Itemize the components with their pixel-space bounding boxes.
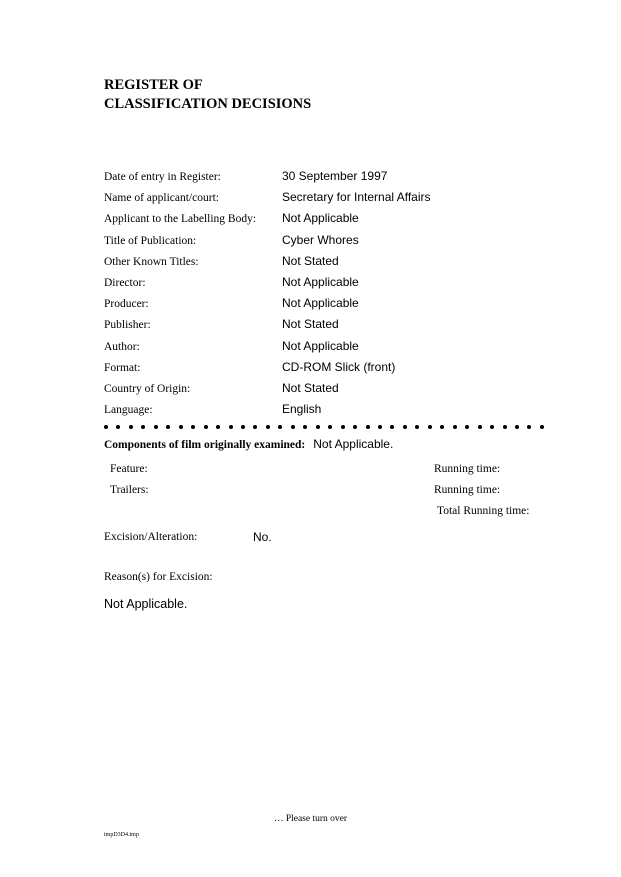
dotted-separator <box>104 421 544 433</box>
separator-dot <box>353 425 357 429</box>
register-field-row <box>104 169 564 190</box>
separator-dot <box>341 425 345 429</box>
feature-label: Feature: <box>110 463 148 475</box>
separator-dot <box>266 425 270 429</box>
components-row <box>104 435 393 453</box>
separator-dot <box>154 425 158 429</box>
separator-dot <box>453 425 457 429</box>
field-label: Format: <box>104 361 141 374</box>
separator-dot <box>104 425 108 429</box>
reasons-label: Reason(s) for Excision: <box>104 571 213 583</box>
trailers-label: Trailers: <box>110 484 149 496</box>
field-value: English <box>282 402 322 417</box>
register-field-row <box>104 317 564 338</box>
field-label: Date of entry in Register: <box>104 171 221 183</box>
separator-dot <box>503 425 507 429</box>
separator-dot <box>415 425 419 429</box>
field-value: CD-ROM Slick (front) <box>282 359 396 374</box>
field-label: Name of applicant/court: <box>104 192 219 205</box>
file-name: tmpD3D4.tmp <box>104 832 139 838</box>
separator-dot <box>129 425 133 429</box>
register-field-row <box>104 190 564 211</box>
separator-dot <box>428 425 432 429</box>
separator-dot <box>303 425 307 429</box>
separator-dot <box>440 425 444 429</box>
separator-dot <box>316 425 320 429</box>
register-field-row <box>104 339 564 360</box>
separator-dot <box>204 425 208 429</box>
field-label: Publisher: <box>104 319 151 332</box>
title-line-1: REGISTER OF <box>104 77 203 93</box>
separator-dot <box>540 425 544 429</box>
field-label: Other Known Titles: <box>104 255 199 268</box>
separator-dot <box>490 425 494 429</box>
separator-dot <box>465 425 469 429</box>
separator-dot <box>216 425 220 429</box>
field-value: Secretary for Internal Affairs <box>282 190 431 205</box>
field-value: Not Stated <box>282 317 339 332</box>
register-field-row <box>104 360 564 381</box>
field-label: Title of Publication: <box>104 234 197 247</box>
separator-dot <box>390 425 394 429</box>
separator-dot <box>253 425 257 429</box>
field-value: Cyber Whores <box>282 232 359 247</box>
field-label: Director: <box>104 277 146 289</box>
field-value: Not Stated <box>282 381 339 395</box>
field-value: Not Applicable <box>282 211 359 226</box>
field-value: Not Stated <box>282 253 339 268</box>
register-field-row <box>104 275 564 296</box>
turn-over-note: … Please turn over <box>273 814 348 824</box>
separator-dot <box>191 425 195 429</box>
separator-dot <box>378 425 382 429</box>
field-value: Not Applicable <box>282 338 359 353</box>
separator-dot <box>166 425 170 429</box>
separator-dot <box>478 425 482 429</box>
separator-dot <box>179 425 183 429</box>
field-value: 30 September 1997 <box>282 169 388 183</box>
register-field-row <box>104 296 564 317</box>
separator-dot <box>527 425 531 429</box>
register-field-row <box>104 254 564 275</box>
separator-dot <box>116 425 120 429</box>
separator-dot <box>515 425 519 429</box>
separator-dot <box>241 425 245 429</box>
excision-value: No. <box>253 530 272 544</box>
separator-dot <box>328 425 332 429</box>
separator-dot <box>366 425 370 429</box>
document-title <box>104 76 311 114</box>
excision-label: Excision/Alteration: <box>104 531 198 543</box>
separator-dot <box>141 425 145 429</box>
components-value: Not Applicable. <box>313 437 394 451</box>
feature-running-time-label: Running time: <box>434 463 501 475</box>
field-label: Language: <box>104 404 153 417</box>
field-value: Not Applicable <box>282 275 359 289</box>
field-label: Country of Origin: <box>104 383 191 395</box>
separator-dot <box>291 425 295 429</box>
total-running-time-label: Total Running time: <box>437 505 530 517</box>
register-field-row <box>104 381 564 402</box>
field-label: Applicant to the Labelling Body: <box>104 213 257 226</box>
field-label: Producer: <box>104 298 149 311</box>
trailers-running-time-label: Running time: <box>434 484 501 496</box>
title-line-2: CLASSIFICATION DECISIONS <box>104 96 312 112</box>
separator-dot <box>278 425 282 429</box>
field-label: Author: <box>104 340 140 353</box>
components-label: Components of film originally examined: <box>104 439 306 451</box>
register-field-row <box>104 211 564 232</box>
separator-dot <box>229 425 233 429</box>
register-field-row <box>104 233 564 254</box>
separator-dot <box>403 425 407 429</box>
field-value: Not Applicable <box>282 296 359 311</box>
reasons-value: Not Applicable. <box>104 597 188 611</box>
